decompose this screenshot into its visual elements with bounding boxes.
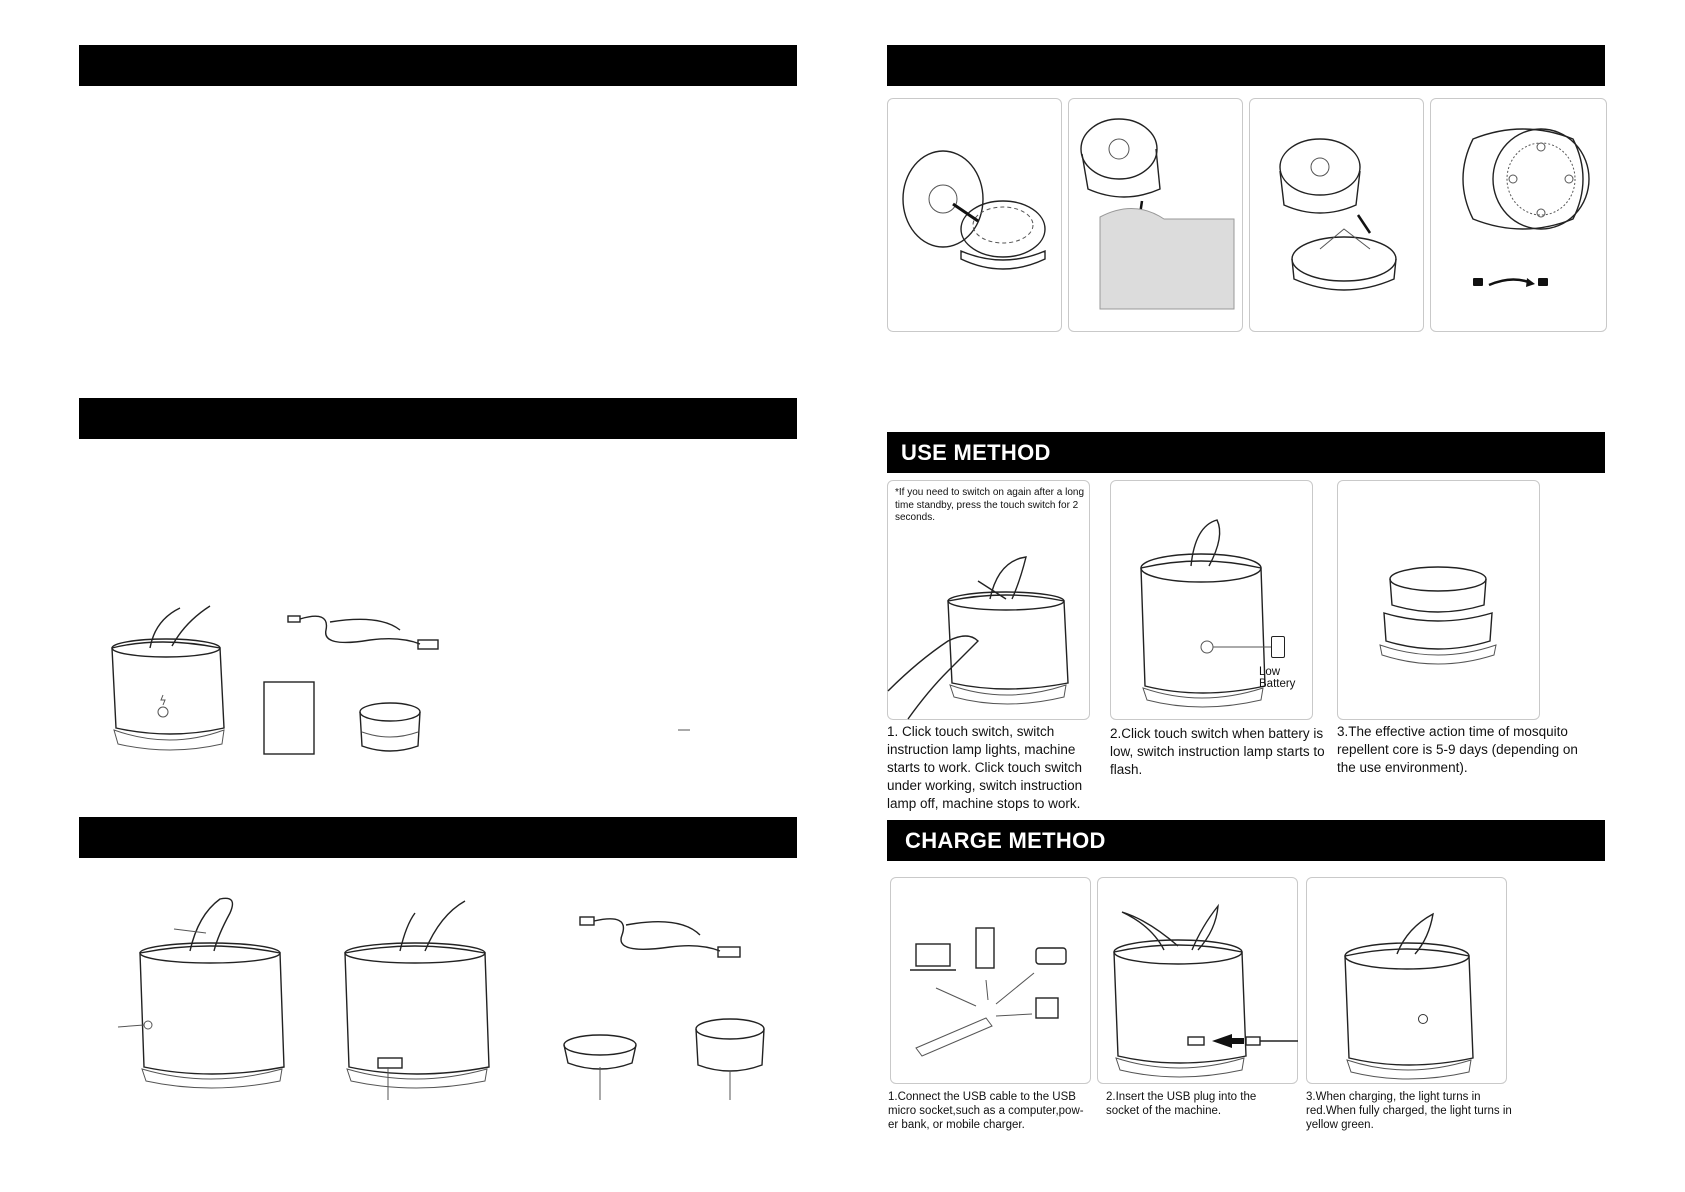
- left-header-bar-3: [79, 817, 797, 858]
- charge-method-header: [887, 820, 1605, 861]
- charge-step-2-illustration: [1108, 906, 1298, 1081]
- charge-step-3-caption: 3.When charging, the light turns in red.When fully charged, the light turns in yellow green.: [1306, 1091, 1512, 1131]
- low-battery-label: Low Battery: [1259, 666, 1296, 690]
- power-icon: [1418, 1014, 1428, 1024]
- unlock-icon: [1473, 278, 1483, 286]
- install-step-4-illustration: [1443, 119, 1603, 319]
- charge-step-3-illustration: [1337, 908, 1487, 1078]
- charge-method-title: CHARGE METHOD: [905, 827, 1106, 853]
- install-panel-2: [1068, 98, 1243, 332]
- use-step-3-caption: 3.The effective action time of mosquito repellent core is 5-9 days (depending on the use environment).: [1337, 724, 1578, 775]
- use-method-header: [887, 432, 1605, 473]
- use-step-1-caption: 1. Click touch switch, switch instruction lamp lights, machine starts to work. Click touch switch under working, switch instruction lamp off, machine stops to work.: [887, 724, 1083, 811]
- parts-illustration: [110, 895, 800, 1105]
- use-step-3-illustration: [1378, 561, 1498, 671]
- left-header-bar-2: [79, 398, 797, 439]
- left-header-bar-1: [79, 45, 797, 86]
- charge-step-1-illustration: [896, 918, 1086, 1068]
- install-step-3-illustration: [1260, 129, 1420, 309]
- package-contents-illustration: [100, 600, 560, 760]
- charge-panel-1: [890, 877, 1091, 1084]
- charge-panel-2: [1097, 877, 1298, 1084]
- install-step-1-illustration: [898, 139, 1058, 289]
- use-panel-3: [1337, 480, 1540, 720]
- install-step-2-illustration: [1074, 109, 1239, 319]
- charge-step-2-caption: 2.Insert the USB plug into the socket of the machine.: [1106, 1091, 1257, 1117]
- lock-icon: [1538, 278, 1548, 286]
- standby-note: *If you need to switch on again after a long time standby, press the touch switch for 2 seconds.: [895, 487, 1085, 523]
- battery-icon: [1271, 636, 1285, 658]
- install-panel-3: [1249, 98, 1424, 332]
- use-panel-2: [1110, 480, 1313, 720]
- use-step-2-caption: 2.Click touch switch when battery is low, switch instruction lamp starts to flash.: [1110, 726, 1325, 777]
- use-method-title: USE METHOD: [901, 439, 1051, 465]
- rotate-arrow: [1487, 275, 1537, 289]
- charge-panel-3: [1306, 877, 1507, 1084]
- right-header-bar-top: [887, 45, 1605, 86]
- install-panel-1: [887, 98, 1062, 332]
- install-panel-4: [1430, 98, 1607, 332]
- charge-step-1-caption: 1.Connect the USB cable to the USB micro socket,such as a computer,pow-er bank, or mobile charger.: [888, 1091, 1084, 1131]
- use-step-1-illustration: [888, 521, 1088, 719]
- use-panel-1: [887, 480, 1090, 720]
